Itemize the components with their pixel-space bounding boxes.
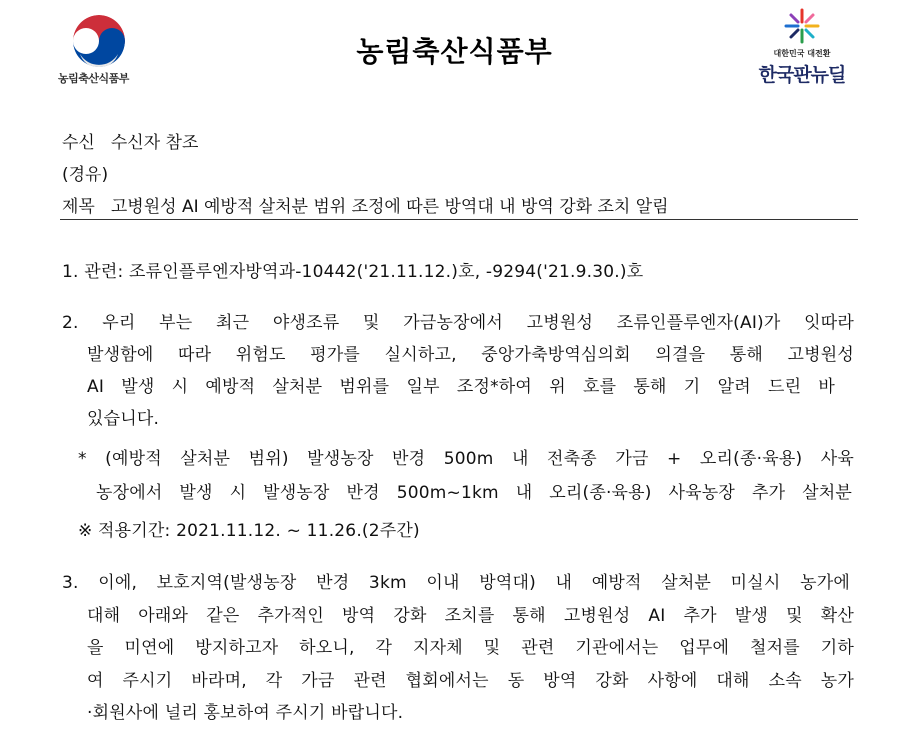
subject-label: 제목 [62, 197, 95, 217]
new-deal-title: 한국판뉴딜 [758, 64, 846, 86]
item-2-line-2: 발생함에 따라 위험도 평가를 실시하고, 중앙가축방역심의회 의결을 통해 고병원성 [87, 345, 854, 365]
note-line-1: * (예방적 살처분 범위) 발생농장 반경 500m 내 전축종 가금 + 오리(종·육용) 사육 [78, 449, 854, 469]
item-3-line-3: 을 미연에 방지하고자 하오니, 각 지자체 및 관련 기관에서는 업무에 철저를 기하 [87, 638, 854, 658]
item-3-line-2: 대해 아래와 같은 추가적인 방역 강화 조치를 통해 고병원성 AI 추가 발생 및 확산 [87, 606, 854, 626]
item-2-line-3: AI 발생 시 예방적 살처분 범위를 일부 조정*하여 위 호를 통해 기 알려 드린 바 [87, 377, 835, 397]
korean-new-deal-logo [752, 8, 852, 96]
recipient-value: 수신자 참조 [110, 133, 199, 153]
new-deal-star-icon [784, 8, 820, 44]
ministry-logo-text: 농림축산식품부 [58, 72, 129, 85]
document-title: 농림축산식품부 [356, 35, 553, 68]
item-2-line-1: 2. 우리 부는 최근 야생조류 및 가금농장에서 고병원성 조류인플루엔자(AI)가 잇따라 [62, 313, 854, 333]
recipient-line [62, 128, 198, 153]
note-line-2: 농장에서 발생 시 발생농장 반경 500m~1km 내 오리(종·육용) 사육농장 추가 살처분 [96, 483, 852, 503]
item-3-line-4: 여 주시기 바라며, 각 가금 관련 협회에서는 동 방역 강화 사항에 대해 소속 농가 [87, 671, 854, 691]
via-line: (경유) [62, 165, 109, 185]
header-divider [60, 219, 858, 220]
document-header [0, 0, 909, 100]
subject-line [62, 192, 669, 217]
item-1: 1. 관련: 조류인플루엔자방역과-10442('21.11.12.)호, -9294('21.9.30.)호 [62, 262, 644, 282]
subject-value: 고병원성 AI 예방적 살처분 범위 조정에 따른 방역대 내 방역 강화 조치 알림 [110, 197, 669, 217]
application-period: ※ 적용기간: 2021.11.12. ~ 11.26.(2주간) [78, 521, 420, 541]
recipient-label: 수신 [62, 133, 95, 153]
item-3-line-1: 3. 이에, 보호지역(발생농장 반경 3km 이내 방역대) 내 예방적 살처분 미실시 농가에 [62, 573, 850, 593]
item-2-line-4: 있습니다. [87, 409, 160, 429]
item-3-line-5: ·회원사에 널리 홍보하여 주시기 바랍니다. [87, 703, 404, 723]
new-deal-subtitle: 대한민국 대전환 [773, 49, 831, 58]
